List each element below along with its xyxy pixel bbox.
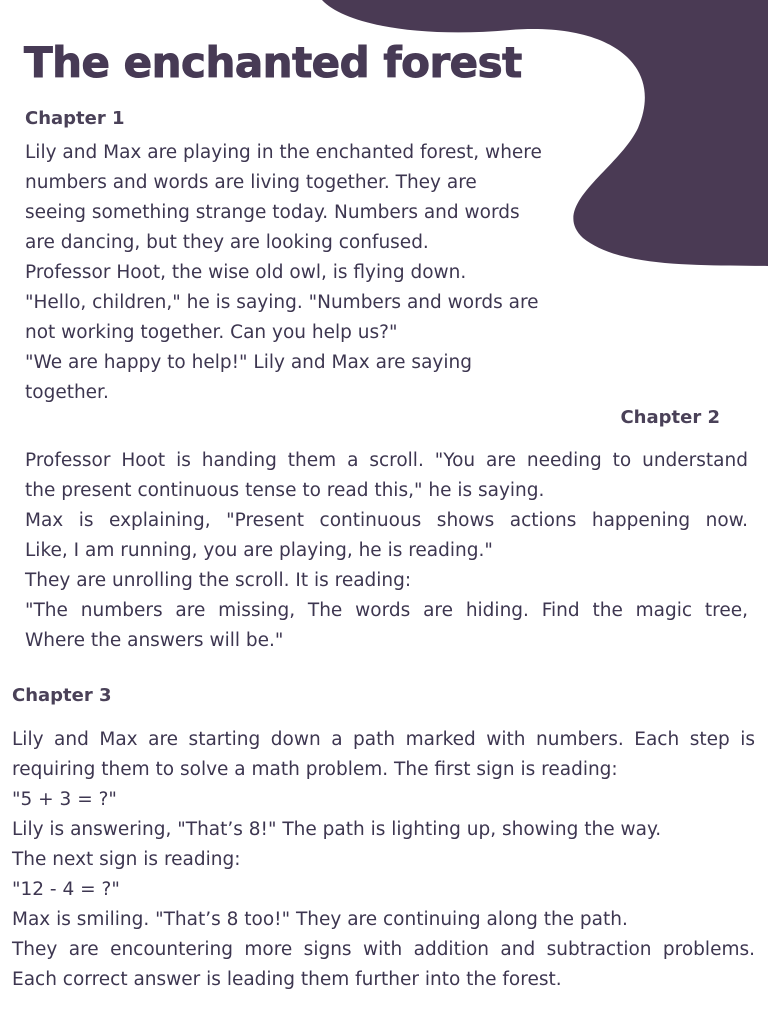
chapter-2-text [25,446,748,656]
text-line: Lily is answering, "That’s 8!" The path is lighting up, showing the way. [12,819,662,840]
text-line: Max is smiling. "That’s 8 too!" They are continuing along the path. [12,909,628,930]
text-line: requiring them to solve a math problem. The first sign is reading: [12,759,618,780]
text-line: Where the answers will be." [25,630,284,651]
text-line: "12 - 4 = ?" [12,879,120,900]
chapter-2-heading: Chapter 2 [620,407,720,428]
text-line: "We are happy to help!" Lily and Max are saying [25,352,472,373]
text-line: "The numbers are missing, The words are hiding. Find the magic tree, [25,600,748,621]
chapter-1-heading: Chapter 1 [25,108,125,129]
text-line: are dancing, but they are looking confused. [25,232,429,253]
chapter-3-heading: Chapter 3 [12,685,112,706]
text-line: Like, I am running, you are playing, he is reading." [25,540,493,561]
text-line: numbers and words are living together. They are [25,172,477,193]
text-line: The next sign is reading: [12,849,241,870]
text-line: not working together. Can you help us?" [25,322,398,343]
text-line: Lily and Max are playing in the enchanted forest, where [25,142,542,163]
text-line: Lily and Max are starting down a path marked with numbers. Each step is [12,729,755,750]
text-line: They are encountering more signs with addition and subtraction problems. [12,939,755,960]
text-line: Each correct answer is leading them further into the forest. [12,969,562,990]
text-line: Professor Hoot, the wise old owl, is flying down. [25,262,467,283]
text-line: seeing something strange today. Numbers and words [25,202,520,223]
text-line: the present continuous tense to read this," he is saying. [25,480,545,501]
text-line: Professor Hoot is handing them a scroll. "You are needing to understand [25,450,748,471]
chapter-3-text [12,725,755,995]
text-line: "5 + 3 = ?" [12,789,117,810]
page-title: The enchanted forest [24,38,522,87]
text-line: Max is explaining, "Present continuous shows actions happening now. [25,510,748,531]
chapter-1-text [25,138,585,408]
text-line: together. [25,382,109,403]
text-line: They are unrolling the scroll. It is reading: [25,570,412,591]
text-line: "Hello, children," he is saying. "Numbers and words are [25,292,539,313]
